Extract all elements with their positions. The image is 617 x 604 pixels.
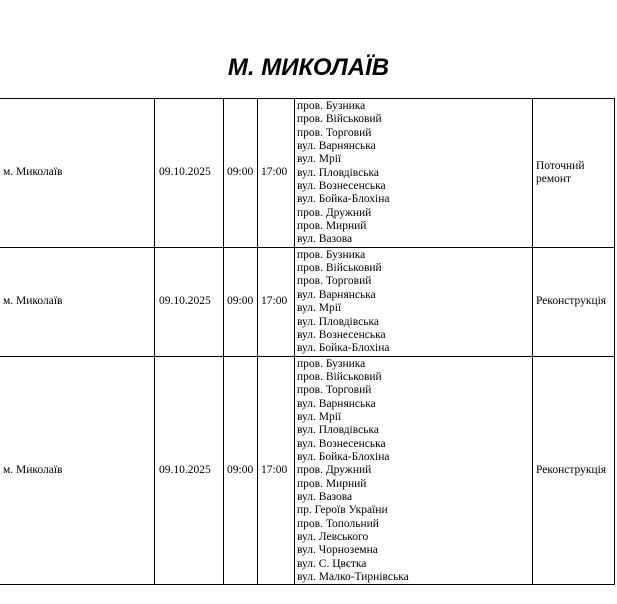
street-item: вул. Пловдівська	[297, 424, 379, 437]
table-row	[0, 99, 615, 248]
street-item: вул. Пловдівська	[297, 315, 379, 328]
street-item: пров. Торговий	[297, 275, 372, 288]
street-item: пров. Бузника	[297, 100, 366, 112]
street-item: пров. Дружний	[297, 206, 372, 219]
table-row	[0, 247, 615, 356]
date-cell: 09.10.2025	[155, 247, 224, 356]
street-item: вул. Бойка-Блохіна	[297, 450, 390, 463]
street-item: вул. Вазова	[297, 490, 353, 503]
street-item: вул. Варнянська	[297, 140, 376, 153]
street-item: вул. Вознесенська	[297, 437, 386, 450]
street-item: пров. Військовий	[297, 113, 382, 126]
street-item: пр. Героїв України	[297, 504, 388, 517]
street-item: пров. Мирний	[297, 477, 367, 490]
work-type-cell: Реконструкція	[533, 247, 615, 356]
street-item: пров. Дружний	[297, 464, 372, 477]
settlement-cell: м. Миколаїв	[0, 356, 155, 585]
street-item: вул. Мрії	[297, 302, 342, 315]
street-item: вул. Мрії	[297, 410, 342, 423]
street-item: вул. Вознесенська	[297, 328, 386, 341]
street-item: вул. Пловдівська	[297, 166, 379, 179]
work-type-cell: Реконструкція	[533, 356, 615, 585]
street-item: вул. С. Цвєтка	[297, 557, 367, 570]
page-title: М. МИКОЛАЇВ	[227, 54, 390, 81]
start-time-cell: 09:00	[224, 356, 258, 585]
street-item: вул. Варнянська	[297, 288, 376, 301]
settlement-cell: м. Миколаїв	[0, 247, 155, 356]
street-item: вул. Вазова	[297, 233, 353, 246]
date-cell: 09.10.2025	[155, 99, 224, 248]
date-cell: 09.10.2025	[155, 356, 224, 585]
street-item: пров. Військовий	[297, 262, 382, 275]
start-time-cell: 09:00	[224, 247, 258, 356]
outage-schedule-table	[0, 98, 615, 585]
table-row	[0, 356, 615, 585]
street-item: вул. Чорноземна	[297, 544, 378, 557]
street-item: пров. Торговий	[297, 126, 372, 139]
street-item: вул. Мрії	[297, 153, 342, 166]
end-time-cell: 17:00	[258, 99, 295, 248]
street-item: вул. Малко-Тирнівська	[297, 571, 409, 584]
start-time-cell: 09:00	[224, 99, 258, 248]
street-item: пров. Топольний	[297, 517, 379, 530]
street-item: пров. Мирний	[297, 220, 367, 233]
work-type-cell: Поточний ремонт	[533, 99, 615, 248]
street-item: вул. Варнянська	[297, 397, 376, 410]
streets-cell	[295, 99, 533, 248]
street-item: вул. Бойка-Блохіна	[297, 342, 390, 355]
street-item: пров. Бузника	[297, 248, 366, 261]
end-time-cell: 17:00	[258, 247, 295, 356]
street-item: вул. Левського	[297, 531, 369, 543]
street-item: пров. Військовий	[297, 370, 382, 383]
settlement-cell: м. Миколаїв	[0, 99, 155, 248]
street-item: вул. Бойка-Блохіна	[297, 193, 390, 206]
street-item: пров. Бузника	[297, 357, 366, 370]
streets-cell	[295, 247, 533, 356]
street-item: вул. Вознесенська	[297, 180, 386, 193]
end-time-cell: 17:00	[258, 356, 295, 585]
street-item: пров. Торговий	[297, 384, 372, 397]
streets-cell	[295, 356, 533, 585]
